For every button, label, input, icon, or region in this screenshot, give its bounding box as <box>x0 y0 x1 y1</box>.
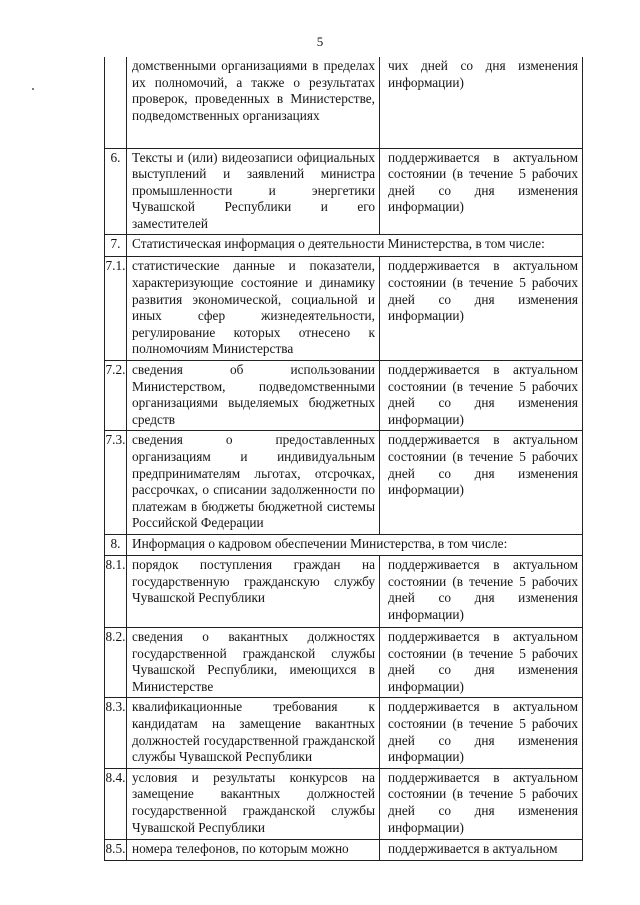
row-term: чих дней со дня изменения информации) <box>380 57 583 148</box>
row-number: 8.4. <box>105 768 127 839</box>
table-row <box>105 627 583 697</box>
table-row-section <box>105 534 583 555</box>
row-term: поддерживается в актуальном состоянии (в течение 5 рабочих дней со дня изменения информации) <box>380 431 583 535</box>
section-heading: Статистическая информация о деятельности Министерства, в том числе: <box>127 235 583 257</box>
row-number: 7.2. <box>105 361 127 431</box>
row-number: 8.2. <box>105 627 127 697</box>
row-number: 7.3. <box>105 431 127 535</box>
row-description: сведения о предоставленных организациям и индивидуальным предпринимателям льготах, отсрочках, рассрочках, о списании задолженности по платежам в бюджеты бюджетной системы Российской Федерации <box>127 431 380 535</box>
row-term: поддерживается в актуальном состоянии (в течение 5 рабочих дней со дня изменения информации) <box>380 627 583 697</box>
page-number: 5 <box>316 34 324 49</box>
row-term: поддерживается в актуальном состоянии (в течение 5 рабочих дней со дня изменения информации) <box>380 555 583 627</box>
row-number: 7.1. <box>105 257 127 361</box>
row-description: квалификационные требования к кандидатам на замещение вакантных должностей государственной гражданской службы Чувашской Республики <box>127 698 380 768</box>
row-term: поддерживается в актуальном состоянии (в течение 5 рабочих дней со дня изменения информации) <box>380 148 583 235</box>
section-heading: Информация о кадровом обеспечении Министерства, в том числе: <box>127 534 583 555</box>
row-term: поддерживается в актуальном состоянии (в течение 5 рабочих дней со дня изменения информации) <box>380 257 583 361</box>
row-description: статистические данные и показатели, характеризующие состояние и динамику развития экономической, социальной и иных сфер жизнедеятельности, регулирование которых отнесено к полномочиям Министерства <box>127 257 380 361</box>
row-term: поддерживается в актуальном состоянии (в течение 5 рабочих дней со дня изменения информации) <box>380 768 583 839</box>
row-number: 8.3. <box>105 698 127 768</box>
row-description: Тексты и (или) видеозаписи официальных выступлений и заявлений министра промышленности и энергетики Чувашской Республики и его заместителей <box>127 148 380 235</box>
information-table <box>104 57 583 861</box>
table-row <box>105 257 583 361</box>
row-number: 7. <box>105 235 127 257</box>
row-number: 8.5. <box>105 839 127 860</box>
table-row <box>105 361 583 431</box>
row-description: номера телефонов, по которым можно <box>127 839 380 860</box>
table-row <box>105 57 583 148</box>
table-row <box>105 555 583 627</box>
table-row <box>105 768 583 839</box>
row-term: поддерживается в актуальном <box>380 839 583 860</box>
row-term: поддерживается в актуальном состоянии (в течение 5 рабочих дней со дня изменения информации) <box>380 698 583 768</box>
row-number: 8. <box>105 534 127 555</box>
table-row <box>105 698 583 768</box>
row-number <box>105 57 127 148</box>
table-row <box>105 148 583 235</box>
row-description: порядок поступления граждан на государственную гражданскую службу Чувашской Республики <box>127 555 380 627</box>
row-term: поддерживается в актуальном состоянии (в течение 5 рабочих дней со дня изменения информации) <box>380 361 583 431</box>
row-description: сведения о вакантных должностях государственной гражданской службы Чувашской Республики, имеющихся в Министерстве <box>127 627 380 697</box>
row-description: условия и результаты конкурсов на замещение вакантных должностей государственной гражданской службы Чувашской Республики <box>127 768 380 839</box>
row-description: домственными организациями в пределах их полномочий, а также о результатах проверок, проведенных в Министерстве, подведомственных организациях <box>127 57 380 148</box>
row-description: сведения об использовании Министерством, подведомственными организациями выделяемых бюджетных средств <box>127 361 380 431</box>
table-row-section <box>105 235 583 257</box>
row-number: 8.1. <box>105 555 127 627</box>
table-row <box>105 839 583 860</box>
row-number: 6. <box>105 148 127 235</box>
scan-speck <box>32 88 34 90</box>
table-row <box>105 431 583 535</box>
